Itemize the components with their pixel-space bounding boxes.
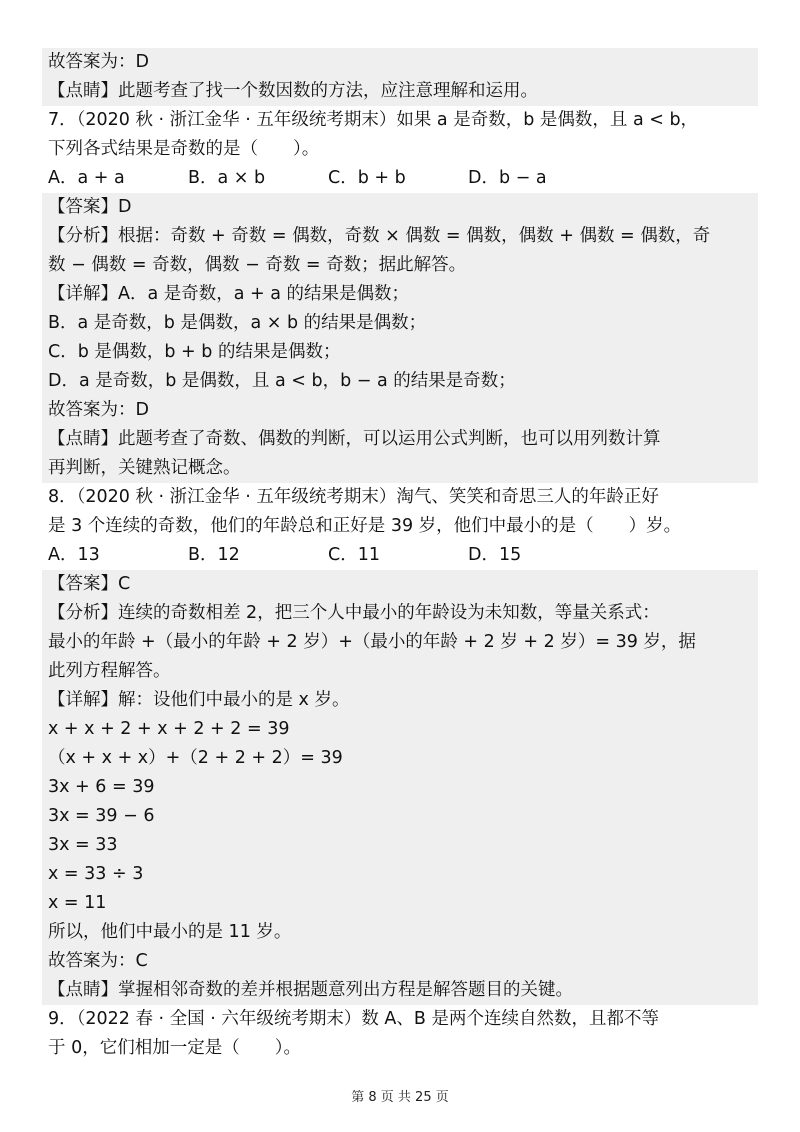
answer-line: 故答案为：D bbox=[42, 48, 758, 77]
analysis-line: 此列方程解答。 bbox=[42, 657, 758, 686]
analysis-line: 【分析】根据：奇数 + 奇数 = 偶数，奇数 × 偶数 = 偶数，偶数 + 偶数 = 偶数，奇 bbox=[42, 222, 758, 251]
comment-line: 再判断，关键熟记概念。 bbox=[42, 454, 758, 483]
answer-line: 故答案为：D bbox=[42, 396, 758, 425]
question-7-line-2: 下列各式结果是奇数的是（ ）。 bbox=[48, 139, 320, 159]
equation-line: x + x + 2 + x + 2 + 2 = 39 bbox=[42, 715, 758, 744]
option-c: C．11 bbox=[328, 545, 380, 565]
answer-line: 【答案】D bbox=[42, 193, 758, 222]
comment-line: 【点睛】此题考查了找一个数因数的方法，应注意理解和运用。 bbox=[42, 77, 758, 106]
detail-line: 【详解】解：设他们中最小的是 x 岁。 bbox=[42, 686, 758, 715]
comment-line: 【点睛】此题考查了奇数、偶数的判断，可以运用公式判断，也可以用列数计算 bbox=[42, 425, 758, 454]
detail-line: B．a 是奇数，b 是偶数，a × b 的结果是偶数； bbox=[42, 309, 758, 338]
equation-line: x = 11 bbox=[42, 889, 758, 918]
analysis-line: 【分析】连续的奇数相差 2，把三个人中最小的年龄设为未知数，等量关系式： bbox=[42, 599, 758, 628]
question-7-line-1: 7．（2020 秋 · 浙江金华 · 五年级统考期末）如果 a 是奇数，b 是偶数，且 a < b， bbox=[48, 110, 699, 130]
detail-line: D．a 是奇数，b 是偶数，且 a < b，b − a 的结果是奇数； bbox=[42, 367, 758, 396]
comment-line: 【点睛】掌握相邻奇数的差并根据题意列出方程是解答题目的关键。 bbox=[42, 976, 758, 1005]
option-b: B．12 bbox=[188, 545, 240, 565]
option-a: A．13 bbox=[48, 545, 100, 565]
question-7-options bbox=[42, 164, 758, 193]
equation-line: x = 33 ÷ 3 bbox=[42, 860, 758, 889]
question-8-options bbox=[42, 541, 758, 570]
equation-line: 3x + 6 = 39 bbox=[42, 773, 758, 802]
analysis-line: 最小的年龄 +（最小的年龄 + 2 岁）+（最小的年龄 + 2 岁 + 2 岁）= 39 岁，据 bbox=[42, 628, 758, 657]
answer-line: 故答案为：C bbox=[42, 947, 758, 976]
detail-line: C．b 是偶数，b + b 的结果是偶数； bbox=[42, 338, 758, 367]
option-d: D．15 bbox=[468, 545, 522, 565]
equation-line: （x + x + x）+（2 + 2 + 2）= 39 bbox=[42, 744, 758, 773]
question-8-line-1: 8．（2020 秋 · 浙江金华 · 五年级统考期末）淘气、笑笑和奇思三人的年龄正好 bbox=[48, 487, 659, 507]
analysis-line: 数 − 偶数 = 奇数，偶数 − 奇数 = 奇数；据此解答。 bbox=[42, 251, 758, 280]
option-a: A．a + a bbox=[48, 168, 125, 188]
answer-line: 【答案】C bbox=[42, 570, 758, 599]
detail-line: 【详解】A．a 是奇数，a + a 的结果是偶数； bbox=[42, 280, 758, 309]
option-b: B．a × b bbox=[188, 168, 266, 188]
page-footer: 第 8 页 共 25 页 bbox=[351, 1090, 449, 1105]
question-9-line-2: 于 0，它们相加一定是（ ）。 bbox=[48, 1038, 301, 1058]
conclusion-line: 所以，他们中最小的是 11 岁。 bbox=[42, 918, 758, 947]
option-d: D．b − a bbox=[468, 168, 547, 188]
option-c: C．b + b bbox=[328, 168, 406, 188]
equation-line: 3x = 33 bbox=[42, 831, 758, 860]
question-9-line-1: 9．（2022 春 · 全国 · 六年级统考期末）数 A、B 是两个连续自然数，且都不等 bbox=[48, 1009, 659, 1029]
equation-line: 3x = 39 − 6 bbox=[42, 802, 758, 831]
question-8-line-2: 是 3 个连续的奇数，他们的年龄总和正好是 39 岁，他们中最小的是（ ）岁。 bbox=[48, 516, 682, 536]
